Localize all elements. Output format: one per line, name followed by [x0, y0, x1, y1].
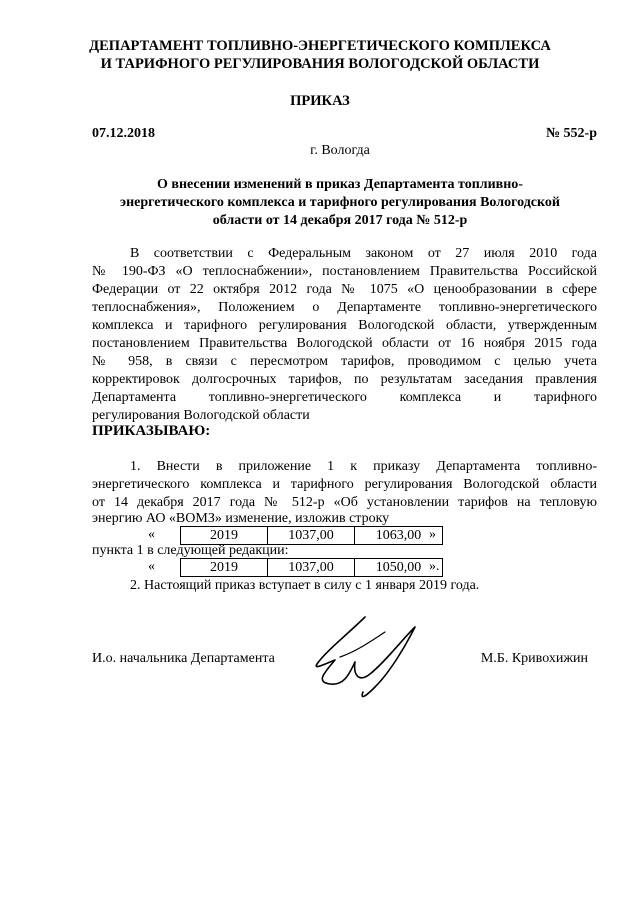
department-name-line-1: ДЕПАРТАМЕНТ ТОПЛИВНО-ЭНЕРГЕТИЧЕСКОГО КОМПЛЕКСА — [89, 38, 551, 54]
old-row-close-quote: » — [429, 527, 436, 542]
handwritten-signature — [305, 612, 435, 707]
new-row-year: 2019 — [181, 559, 268, 577]
document-type: ПРИКАЗ — [290, 93, 350, 109]
new-row-close-quote: ». — [429, 559, 440, 574]
subject-line-1: О внесении изменений в приказ Департамента топливно- — [157, 177, 523, 192]
preamble-line: № 958, в связи с пересмотром тарифов, проводимом с целью учета — [92, 354, 597, 369]
preamble-line: постановлением Правительства Вологодской области от 16 ноября 2015 года — [92, 336, 597, 351]
new-row-value-1: 1037,00 — [268, 559, 355, 577]
old-row-value-2: 1063,00 — [355, 527, 443, 545]
new-tariff-row — [180, 558, 443, 577]
preamble-line: Департамента топливно-энергетического комплекса и тарифного — [92, 390, 597, 405]
order-word: ПРИКАЗЫВАЮ: — [92, 423, 211, 439]
preamble-line: корректировок долгосрочных тарифов, по результатам заседания правления — [92, 372, 597, 387]
item1-line: энергетического комплекса и тарифного регулирования Вологодской области — [92, 477, 597, 492]
document-number: № 552-р — [545, 126, 597, 141]
signer-position: И.о. начальника Департамента — [92, 651, 275, 666]
preamble-line: № 190-ФЗ «О теплоснабжении», постановлением Правительства Российской — [92, 264, 597, 279]
item1-last-line: энергию АО «ВОМЗ» изменение, изложив строку — [92, 511, 390, 526]
new-row-value-2: 1050,00 — [355, 559, 443, 577]
preamble-last-line: регулирования Вологодской области — [92, 408, 310, 423]
document-city: г. Вологда — [310, 143, 370, 158]
middle-text: пункта 1 в следующей редакции: — [92, 543, 289, 558]
item1-line: от 14 декабря 2017 года № 512-р «Об установлении тарифов на тепловую — [92, 495, 597, 510]
signer-name: М.Б. Кривохижин — [480, 651, 588, 666]
new-row-open-quote: « — [148, 559, 155, 574]
old-row-open-quote: « — [148, 527, 155, 542]
document-date: 07.12.2018 — [92, 126, 155, 141]
old-row-value-1: 1037,00 — [268, 527, 355, 545]
preamble-line: теплоснабжения», Положением о Департаменте топливно-энергетического — [92, 300, 597, 315]
preamble-line: В соответствии с Федеральным законом от 27 июля 2010 года — [130, 246, 597, 261]
item2: 2. Настоящий приказ вступает в силу с 1 января 2019 года. — [130, 578, 480, 593]
preamble-line: Федерации от 22 октября 2012 года № 1075 «О ценообразовании в сфере — [92, 282, 597, 297]
department-name-line-2: И ТАРИФНОГО РЕГУЛИРОВАНИЯ ВОЛОГОДСКОЙ ОБЛАСТИ — [100, 56, 540, 72]
subject-line-2: энергетического комплекса и тарифного регулирования Вологодской — [120, 195, 560, 210]
subject-line-3: области от 14 декабря 2017 года № 512-р — [212, 213, 468, 228]
item1-line: 1. Внести в приложение 1 к приказу Департамента топливно- — [130, 459, 597, 474]
old-row-year: 2019 — [181, 527, 268, 545]
preamble-line: комплекса и тарифного регулирования Вологодской области, утвержденным — [92, 318, 597, 333]
